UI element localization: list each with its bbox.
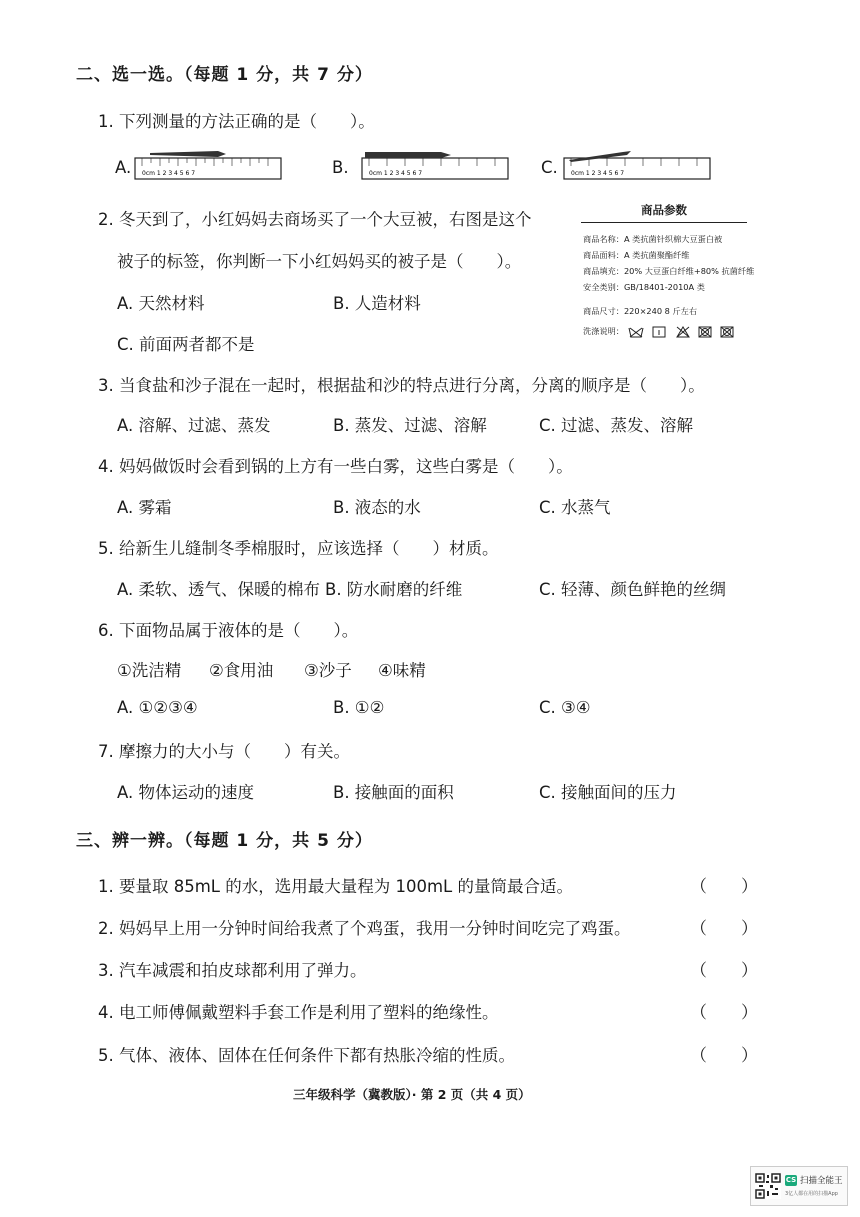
q4-option-a: A. 雾霜 xyxy=(117,498,172,517)
q5-option-a: A. 柔软、透气、保暖的棉布 xyxy=(117,580,320,599)
product-label-care: 洗涤说明： xyxy=(583,326,624,336)
scanner-sub: 3亿人都在用的扫描App xyxy=(785,1191,838,1197)
answer-blank-2[interactable]: （ ） xyxy=(690,919,758,939)
ruler-c-scale: 0cm 1 2 3 4 5 6 7 xyxy=(571,170,625,177)
q3-option-c: C. 过滤、蒸发、溶解 xyxy=(539,416,694,435)
q7-option-c: C. 接触面间的压力 xyxy=(539,783,677,802)
product-label-size: 商品尺寸：220×240 8 斤左右 xyxy=(583,306,698,316)
question-3: 3. 当食盐和沙子混在一起时，根据盐和沙的特点进行分离，分离的顺序是（ ）。 xyxy=(98,376,705,395)
question-6: 6. 下面物品属于液体的是（ ）。 xyxy=(98,621,359,640)
product-label-title: 商品参数 xyxy=(641,203,687,217)
product-label-name: 商品名称：A 类抗菌针织棉大豆蛋白被 xyxy=(583,234,723,244)
q6-option-c: C. ③④ xyxy=(539,698,591,717)
question-1: 1. 下列测量的方法正确的是（ ）。 xyxy=(98,112,375,131)
q6-item-2: ②食用油 xyxy=(209,661,274,680)
q7-option-b: B. 接触面的面积 xyxy=(333,783,454,802)
qr-code-icon xyxy=(755,1173,781,1199)
q3-option-a: A. 溶解、过滤、蒸发 xyxy=(117,416,271,435)
answer-blank-3[interactable]: （ ） xyxy=(690,961,758,981)
judge-item-1: 1. 要量取 85mL 的水，选用最大量程为 100mL 的量筒最合适。 xyxy=(98,877,573,896)
answer-blank-5[interactable]: （ ） xyxy=(690,1046,758,1066)
q4-option-c: C. 水蒸气 xyxy=(539,498,611,517)
ruler-a-illustration xyxy=(134,150,282,180)
cs-logo-icon: CS xyxy=(785,1176,797,1184)
q2-option-b: B. 人造材料 xyxy=(333,294,421,313)
q2-option-a: A. 天然材料 xyxy=(117,294,205,313)
q6-option-b: B. ①② xyxy=(333,698,385,717)
scanner-name: 扫描全能王 xyxy=(800,1176,843,1186)
section2-title: 二、选一选。（每题 1 分，共 7 分） xyxy=(76,65,373,85)
q6-item-3: ③沙子 xyxy=(304,661,352,680)
ruler-b-scale: 0cm 1 2 3 4 5 6 7 xyxy=(369,170,423,177)
product-label-divider xyxy=(581,222,747,223)
judge-item-4: 4. 电工师傅佩戴塑料手套工作是利用了塑料的绝缘性。 xyxy=(98,1003,499,1022)
question-7: 7. 摩擦力的大小与（ ）有关。 xyxy=(98,742,350,761)
ruler-a-scale: 0cm 1 2 3 4 5 6 7 xyxy=(142,170,196,177)
question-4: 4. 妈妈做饭时会看到锅的上方有一些白雾，这些白雾是（ ）。 xyxy=(98,457,573,476)
ruler-c-illustration xyxy=(563,150,711,180)
judge-item-3: 3. 汽车减震和拍皮球都利用了弹力。 xyxy=(98,961,367,980)
product-label xyxy=(579,198,755,350)
q6-item-4: ④味精 xyxy=(378,661,426,680)
ruler-b-illustration xyxy=(361,150,509,180)
q3-option-b: B. 蒸发、过滤、溶解 xyxy=(333,416,487,435)
judge-item-2: 2. 妈妈早上用一分钟时间给我煮了个鸡蛋，我用一分钟时间吃完了鸡蛋。 xyxy=(98,919,631,938)
question-2-line2: 被子的标签，你判断一下小红妈妈买的被子是（ ）。 xyxy=(117,252,522,271)
product-label-fabric: 商品面料：A 类抗菌聚酯纤维 xyxy=(583,250,690,260)
question-2-line1: 2. 冬天到了，小红妈妈去商场买了一个大豆被，右图是这个 xyxy=(98,210,532,229)
product-label-safety: 安全类别：GB/18401-2010A 类 xyxy=(583,282,705,292)
section3-title: 三、辨一辨。（每题 1 分，共 5 分） xyxy=(76,831,373,851)
q6-option-a: A. ①②③④ xyxy=(117,698,198,717)
q4-option-b: B. 液态的水 xyxy=(333,498,421,517)
q6-item-1: ①洗洁精 xyxy=(117,661,182,680)
q7-option-a: A. 物体运动的速度 xyxy=(117,783,254,802)
question-5: 5. 给新生儿缝制冬季棉服时，应该选择（ ）材质。 xyxy=(98,539,499,558)
page-footer: 三年级科学（冀教版）· 第 2 页（共 4 页） xyxy=(293,1087,531,1102)
q1-option-a: A. xyxy=(115,158,132,177)
q2-option-c: C. 前面两者都不是 xyxy=(117,335,255,354)
answer-blank-1[interactable]: （ ） xyxy=(690,877,758,897)
washing-symbols-icon xyxy=(627,325,739,339)
judge-item-5: 5. 气体、液体、固体在任何条件下都有热胀冷缩的性质。 xyxy=(98,1046,515,1065)
scanner-watermark xyxy=(750,1166,848,1206)
q5-option-b: B. 防水耐磨的纤维 xyxy=(325,580,463,599)
q5-option-c: C. 轻薄、颜色鲜艳的丝绸 xyxy=(539,580,727,599)
q1-option-b: B. xyxy=(332,158,349,177)
q1-option-c: C. xyxy=(541,158,558,177)
product-label-filling: 商品填充：20% 大豆蛋白纤维+80% 抗菌纤维 xyxy=(583,266,755,276)
answer-blank-4[interactable]: （ ） xyxy=(690,1003,758,1023)
